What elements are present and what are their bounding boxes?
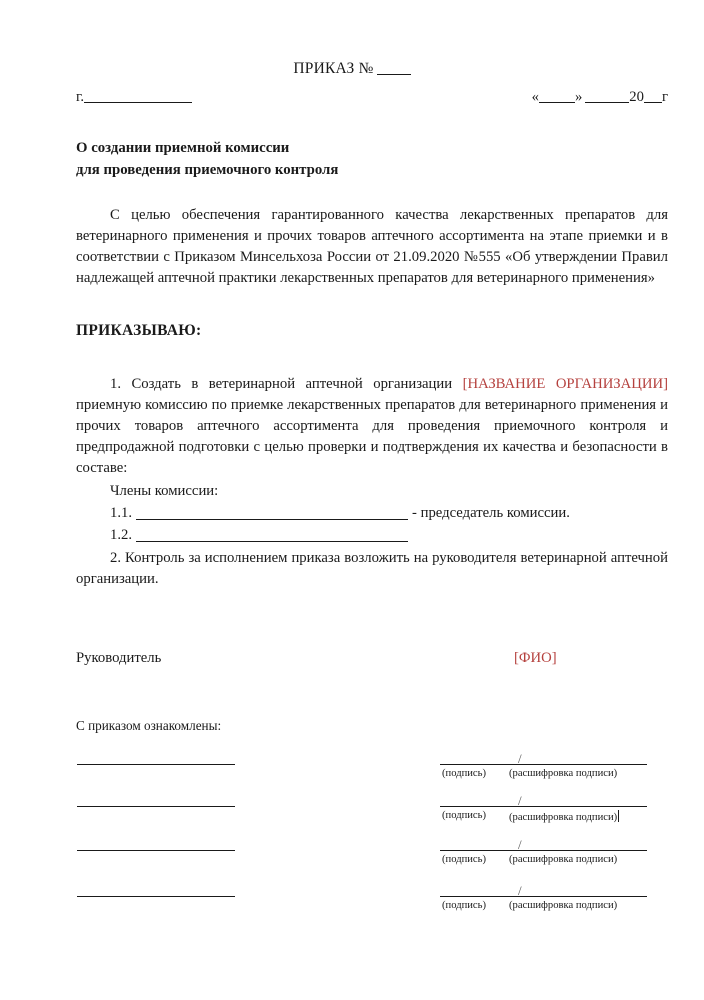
caption-decode-3: (расшифровка подписи): [509, 854, 618, 865]
signature-left-blank-2[interactable]: [77, 806, 235, 807]
member-name-blank-2[interactable]: [136, 541, 408, 542]
caption-sign-1: (подпись): [442, 768, 486, 779]
signature-row-1: [0, 750, 704, 794]
signature-rule-4[interactable]: [440, 896, 647, 897]
signature-row-4: [0, 884, 704, 928]
date-close-quote: »: [574, 89, 583, 105]
city-prefix: г.: [76, 89, 85, 105]
member-role-1: - председатель комиссии.: [412, 505, 570, 522]
signature-row-3: [0, 838, 704, 882]
date-month-blank[interactable]: [585, 102, 629, 103]
caption-sign-3: (подпись): [442, 854, 486, 865]
clause-2: 2. Контроль за исполнением приказа возложить на руководителя ветеринарной аптечной организации.: [76, 550, 668, 587]
city-line: [76, 89, 192, 106]
organization-name-placeholder[interactable]: [НАЗВАНИЕ ОРГАНИЗАЦИИ]: [462, 376, 668, 392]
signature-separator-2: /: [518, 793, 522, 808]
caption-decode-text-2: (расшифровка подписи): [509, 812, 618, 823]
member-row-2: [110, 524, 570, 546]
subject-line-1: О создании приемной комиссии: [76, 140, 290, 156]
signature-row-2: [0, 794, 704, 838]
signature-rule-2[interactable]: [440, 806, 647, 807]
clause-1-after: приемную комиссию по приемке лекарственных препаратов для ветеринарного применения и прочих товаров аптечного ассортимента для проведения приемочного контроля и предпродажной подготовки с целью проверки и подтверждения их качества и безопасности в составе:: [76, 396, 668, 476]
signature-rule-1[interactable]: [440, 764, 647, 765]
signature-rule-3[interactable]: [440, 850, 647, 851]
city-blank[interactable]: [84, 102, 192, 103]
members-heading: Члены комиссии:: [110, 483, 219, 499]
order-title: [0, 60, 704, 78]
subject-heading: [76, 138, 338, 182]
date-year-prefix: 20: [629, 89, 644, 105]
signature-left-blank-3[interactable]: [77, 850, 235, 851]
date-open-quote: «: [531, 89, 539, 105]
signature-separator-4: /: [518, 883, 522, 898]
signature-left-blank-1[interactable]: [77, 764, 235, 765]
member-row-1: [110, 502, 570, 524]
member-number-2: 1.2.: [110, 527, 133, 544]
member-number-1: 1.1.: [110, 505, 133, 522]
caption-sign-4: (подпись): [442, 900, 486, 911]
caption-sign-2: (подпись): [442, 810, 486, 821]
clause-1: [76, 374, 668, 478]
commission-members-block: [110, 480, 570, 546]
subject-line-2: для проведения приемочного контроля: [76, 161, 339, 178]
signature-separator-1: /: [518, 751, 522, 766]
date-year-suffix: г: [661, 89, 668, 105]
acknowledgement-label: С приказом ознакомлены:: [76, 718, 222, 733]
date-year-blank[interactable]: [644, 102, 662, 103]
signature-separator-3: /: [518, 837, 522, 852]
caption-decode-1: (расшифровка подписи): [509, 768, 618, 779]
caption-decode-2: [509, 810, 619, 823]
director-signature-row: [76, 650, 668, 667]
signature-left-blank-4[interactable]: [77, 896, 235, 897]
director-label: Руководитель: [76, 650, 162, 666]
order-title-text: ПРИКАЗ №: [293, 60, 374, 77]
date-day-blank[interactable]: [539, 102, 575, 103]
member-name-blank-1[interactable]: [136, 519, 408, 520]
clause-1-before: 1. Создать в ветеринарной аптечной организации: [110, 376, 463, 392]
order-number-blank[interactable]: [377, 74, 411, 75]
date-line: [532, 89, 668, 106]
text-cursor: [618, 810, 619, 822]
director-name-placeholder[interactable]: [ФИО]: [514, 650, 557, 666]
decree-keyword: ПРИКАЗЫВАЮ:: [76, 322, 202, 339]
preamble-paragraph: С целью обеспечения гарантированного качества лекарственных препаратов для ветеринарного применения и прочих товаров аптечного ассортимента на этапе приемки и в соответствии с Приказом Минсельхоза России от 21.09.2020 №555 «Об утверждении Правил надлежащей аптечной практики лекарственных препаратов для ветеринарного применения»: [76, 207, 668, 286]
caption-decode-4: (расшифровка подписи): [509, 900, 618, 911]
